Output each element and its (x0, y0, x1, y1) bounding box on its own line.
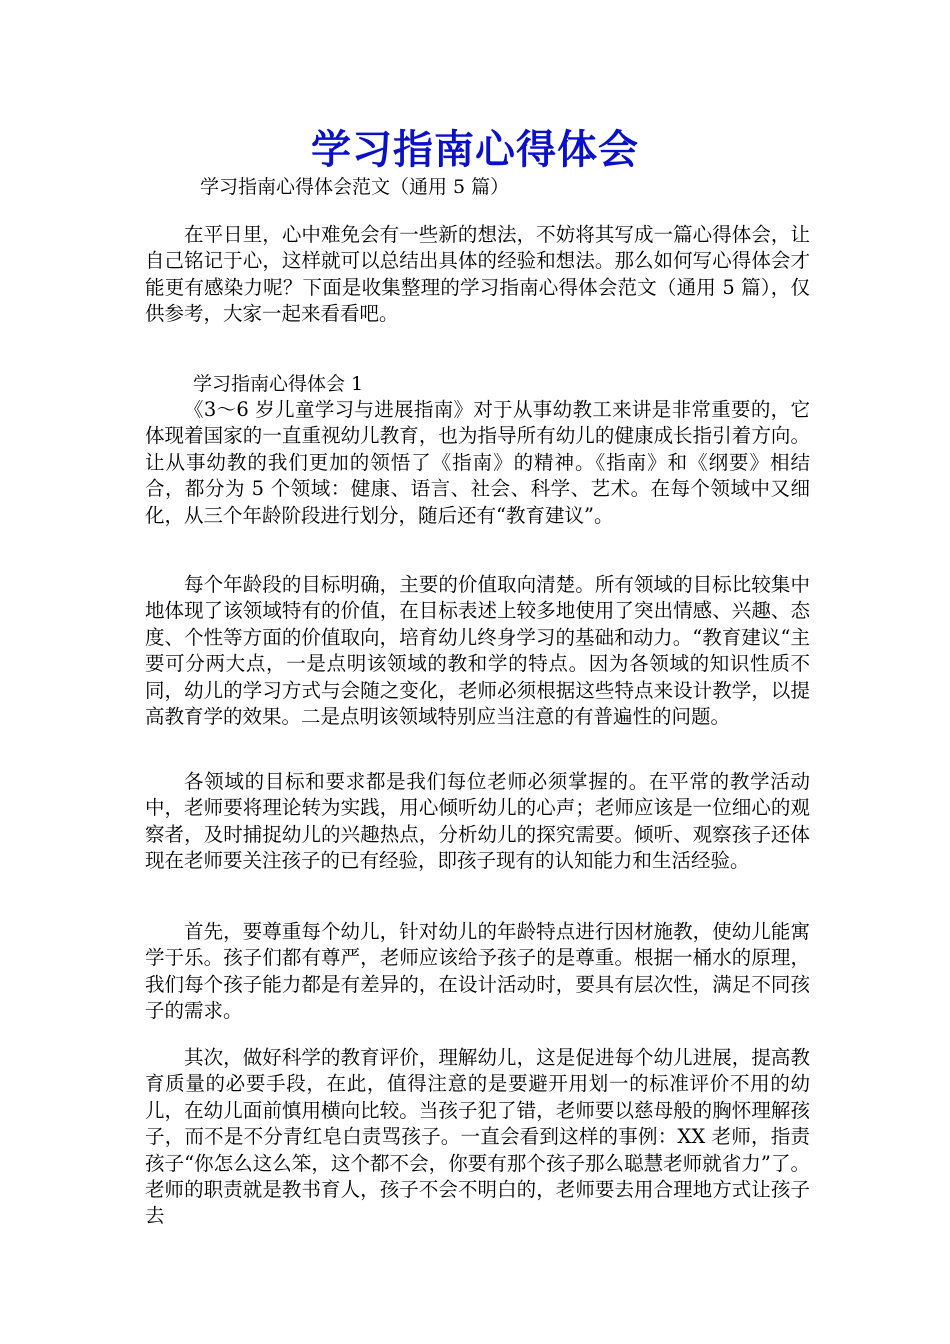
section-heading: 学习指南心得体会 1 (193, 373, 364, 395)
body-paragraph: 《3～6 岁儿童学习与进展指南》对于从事幼教工来讲是非常重要的，它体现着国家的一直重视幼儿教育，也为指导所有幼儿的健康成长指引着方向。让从事幼教的我们更加的领悟了《指南》的精神。《指南》和《纲要》相结合，都分为 5 个领域：健康、语言、社会、科学、艺术。在每个领域中又细化，从三个年龄阶段进行划分，随后还有“教育建议”。 (145, 398, 810, 527)
body-paragraph: 每个年龄段的目标明确，主要的价值取向清楚。所有领域的目标比较集中地体现了该领域特有的价值，在目标表述上较多地使用了突出情感、兴趣、态度、个性等方面的价值取向，培育幼儿终身学习的基础和动力。“教育建议“主要可分两大点，一是点明该领域的教和学的特点。因为各领域的知识性质不同，幼儿的学习方式与会随之变化，老师必须根据这些特点来设计教学，以提高教育学的效果。二是点明该领域特别应当注意的有普遍性的问题。 (145, 573, 810, 729)
body-paragraph: 首先，要尊重每个幼儿，针对幼儿的年龄特点进行因材施教，使幼儿能寓学于乐。孩子们都有尊严，老师应该给予孩子的是尊重。根据一桶水的原理，我们每个孩子能力都是有差异的，在设计活动时，要具有层次性，满足不同孩子的需求。 (145, 920, 810, 1023)
intro-paragraph: 在平日里，心中难免会有一些新的想法，不妨将其写成一篇心得体会，让自己铭记于心，这样就可以总结出具体的经验和想法。那么如何写心得体会才能更有感染力呢？下面是收集整理的学习指南心得体会范文（通用 5 篇），仅供参考，大家一起来看看吧。 (145, 223, 810, 326)
body-paragraph: 各领域的目标和要求都是我们每位老师必须掌握的。在平常的教学活动中，老师要将理论转为实践，用心倾听幼儿的心声；老师应该是一位细心的观察者，及时捕捉幼儿的兴趣热点，分析幼儿的探究需要。倾听、观察孩子还体现在老师要关注孩子的已有经验，即孩子现有的认知能力和生活经验。 (145, 770, 810, 873)
document-title: 学习指南心得体会 (311, 127, 639, 173)
document-subtitle: 学习指南心得体会范文（通用 5 篇） (200, 176, 510, 198)
body-paragraph: 其次，做好科学的教育评价，理解幼儿，这是促进每个幼儿进展，提高教育质量的必要手段，在此，值得注意的是要避开用划一的标准评价不用的幼儿，在幼儿面前慎用横向比较。当孩子犯了错，老师要以慈母般的胸怀理解孩子，而不是不分青红皂白责骂孩子。一直会看到这样的事例：XX 老师，指责孩子“你怎么这么笨，这个都不会，你要有那个孩子那么聪慧老师就省力”了。老师的职责就是教书育人，孩子不会不明白的，老师要去用合理地方式让孩子去 (145, 1046, 810, 1228)
